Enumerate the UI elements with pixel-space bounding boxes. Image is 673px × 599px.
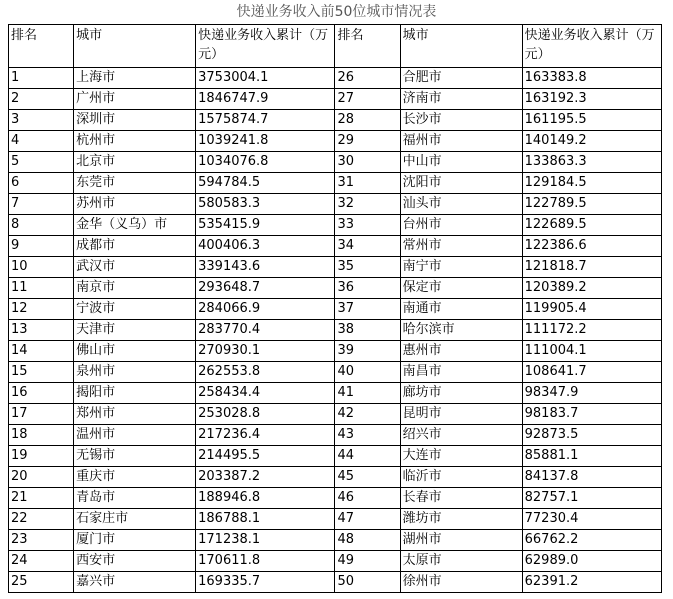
cell-value: 140149.2 bbox=[522, 131, 661, 152]
cell-value: 122386.6 bbox=[522, 236, 661, 257]
table-row bbox=[9, 362, 662, 383]
cell-value: 1846747.9 bbox=[196, 89, 335, 110]
cell-city: 湖州市 bbox=[400, 530, 522, 551]
cell-value: 111004.1 bbox=[522, 341, 661, 362]
cell-rank: 44 bbox=[335, 446, 400, 467]
cell-city: 长春市 bbox=[400, 488, 522, 509]
cell-rank: 13 bbox=[9, 320, 74, 341]
cell-value: 62989.0 bbox=[522, 551, 661, 572]
cell-value: 1034076.8 bbox=[196, 152, 335, 173]
cell-city: 广州市 bbox=[74, 89, 196, 110]
cell-value: 217236.4 bbox=[196, 425, 335, 446]
cell-value: 82757.1 bbox=[522, 488, 661, 509]
cell-rank: 16 bbox=[9, 383, 74, 404]
header-row bbox=[9, 25, 662, 68]
cell-rank: 3 bbox=[9, 110, 74, 131]
cell-value: 163383.8 bbox=[522, 68, 661, 89]
cell-city: 重庆市 bbox=[74, 467, 196, 488]
table-row bbox=[9, 509, 662, 530]
cell-value: 270930.1 bbox=[196, 341, 335, 362]
cell-value: 400406.3 bbox=[196, 236, 335, 257]
table-row bbox=[9, 215, 662, 236]
cell-city: 武汉市 bbox=[74, 257, 196, 278]
cell-rank: 43 bbox=[335, 425, 400, 446]
cell-city: 揭阳市 bbox=[74, 383, 196, 404]
header-rank: 排名 bbox=[335, 25, 400, 68]
cell-city: 绍兴市 bbox=[400, 425, 522, 446]
cell-value: 85881.1 bbox=[522, 446, 661, 467]
cell-value: 214495.5 bbox=[196, 446, 335, 467]
cell-city: 嘉兴市 bbox=[74, 572, 196, 593]
cell-value: 169335.7 bbox=[196, 572, 335, 593]
cell-city: 南昌市 bbox=[400, 362, 522, 383]
cell-city: 北京市 bbox=[74, 152, 196, 173]
cell-city: 金华（义乌）市 bbox=[74, 215, 196, 236]
cell-value: 163192.3 bbox=[522, 89, 661, 110]
header-rank: 排名 bbox=[9, 25, 74, 68]
cell-city: 杭州市 bbox=[74, 131, 196, 152]
cell-city: 长沙市 bbox=[400, 110, 522, 131]
cell-rank: 48 bbox=[335, 530, 400, 551]
cell-city: 保定市 bbox=[400, 278, 522, 299]
cell-value: 122689.5 bbox=[522, 215, 661, 236]
cell-city: 苏州市 bbox=[74, 194, 196, 215]
cell-rank: 40 bbox=[335, 362, 400, 383]
cell-rank: 1 bbox=[9, 68, 74, 89]
cell-city: 大连市 bbox=[400, 446, 522, 467]
cell-rank: 2 bbox=[9, 89, 74, 110]
table-row bbox=[9, 110, 662, 131]
cell-city: 沈阳市 bbox=[400, 173, 522, 194]
table-row bbox=[9, 404, 662, 425]
cell-value: 170611.8 bbox=[196, 551, 335, 572]
cell-city: 汕头市 bbox=[400, 194, 522, 215]
cell-rank: 9 bbox=[9, 236, 74, 257]
cell-rank: 32 bbox=[335, 194, 400, 215]
cell-value: 203387.2 bbox=[196, 467, 335, 488]
cell-value: 1039241.8 bbox=[196, 131, 335, 152]
table-row bbox=[9, 89, 662, 110]
cell-rank: 23 bbox=[9, 530, 74, 551]
cell-value: 171238.1 bbox=[196, 530, 335, 551]
cell-city: 深圳市 bbox=[74, 110, 196, 131]
cell-rank: 28 bbox=[335, 110, 400, 131]
cell-city: 哈尔滨市 bbox=[400, 320, 522, 341]
cell-rank: 50 bbox=[335, 572, 400, 593]
table-row bbox=[9, 320, 662, 341]
cell-city: 昆明市 bbox=[400, 404, 522, 425]
cell-value: 129184.5 bbox=[522, 173, 661, 194]
cell-rank: 29 bbox=[335, 131, 400, 152]
cell-value: 253028.8 bbox=[196, 404, 335, 425]
cell-city: 济南市 bbox=[400, 89, 522, 110]
cell-rank: 19 bbox=[9, 446, 74, 467]
cell-city: 佛山市 bbox=[74, 341, 196, 362]
table-row bbox=[9, 446, 662, 467]
cell-rank: 41 bbox=[335, 383, 400, 404]
cell-city: 廊坊市 bbox=[400, 383, 522, 404]
cell-rank: 30 bbox=[335, 152, 400, 173]
cell-city: 上海市 bbox=[74, 68, 196, 89]
cell-city: 宁波市 bbox=[74, 299, 196, 320]
cell-city: 无锡市 bbox=[74, 446, 196, 467]
cell-rank: 27 bbox=[335, 89, 400, 110]
cell-value: 98347.9 bbox=[522, 383, 661, 404]
cell-value: 594784.5 bbox=[196, 173, 335, 194]
cell-value: 121818.7 bbox=[522, 257, 661, 278]
city-revenue-table bbox=[8, 24, 662, 593]
cell-rank: 35 bbox=[335, 257, 400, 278]
cell-rank: 25 bbox=[9, 572, 74, 593]
header-value: 快递业务收入累计（万元） bbox=[522, 25, 661, 68]
cell-city: 潍坊市 bbox=[400, 509, 522, 530]
table-row bbox=[9, 236, 662, 257]
cell-city: 中山市 bbox=[400, 152, 522, 173]
cell-city: 太原市 bbox=[400, 551, 522, 572]
table-row bbox=[9, 257, 662, 278]
cell-rank: 45 bbox=[335, 467, 400, 488]
cell-rank: 7 bbox=[9, 194, 74, 215]
cell-rank: 22 bbox=[9, 509, 74, 530]
cell-rank: 46 bbox=[335, 488, 400, 509]
cell-city: 石家庄市 bbox=[74, 509, 196, 530]
cell-value: 62391.2 bbox=[522, 572, 661, 593]
cell-city: 成都市 bbox=[74, 236, 196, 257]
cell-city: 东莞市 bbox=[74, 173, 196, 194]
cell-city: 惠州市 bbox=[400, 341, 522, 362]
cell-rank: 21 bbox=[9, 488, 74, 509]
cell-rank: 24 bbox=[9, 551, 74, 572]
cell-rank: 33 bbox=[335, 215, 400, 236]
cell-city: 徐州市 bbox=[400, 572, 522, 593]
cell-rank: 20 bbox=[9, 467, 74, 488]
cell-rank: 14 bbox=[9, 341, 74, 362]
cell-rank: 8 bbox=[9, 215, 74, 236]
cell-value: 98183.7 bbox=[522, 404, 661, 425]
cell-city: 临沂市 bbox=[400, 467, 522, 488]
cell-value: 161195.5 bbox=[522, 110, 661, 131]
cell-value: 77230.4 bbox=[522, 509, 661, 530]
cell-value: 186788.1 bbox=[196, 509, 335, 530]
cell-value: 133863.3 bbox=[522, 152, 661, 173]
cell-city: 合肥市 bbox=[400, 68, 522, 89]
cell-rank: 10 bbox=[9, 257, 74, 278]
cell-city: 台州市 bbox=[400, 215, 522, 236]
cell-value: 108641.7 bbox=[522, 362, 661, 383]
table-row bbox=[9, 152, 662, 173]
cell-city: 福州市 bbox=[400, 131, 522, 152]
cell-value: 120389.2 bbox=[522, 278, 661, 299]
table-row bbox=[9, 551, 662, 572]
cell-rank: 26 bbox=[335, 68, 400, 89]
cell-rank: 47 bbox=[335, 509, 400, 530]
table-row bbox=[9, 278, 662, 299]
cell-city: 天津市 bbox=[74, 320, 196, 341]
cell-city: 温州市 bbox=[74, 425, 196, 446]
cell-city: 南宁市 bbox=[400, 257, 522, 278]
cell-value: 111172.2 bbox=[522, 320, 661, 341]
cell-value: 284066.9 bbox=[196, 299, 335, 320]
table-row bbox=[9, 572, 662, 593]
cell-city: 南京市 bbox=[74, 278, 196, 299]
cell-rank: 39 bbox=[335, 341, 400, 362]
header-city: 城市 bbox=[400, 25, 522, 68]
cell-value: 3753004.1 bbox=[196, 68, 335, 89]
cell-value: 580583.3 bbox=[196, 194, 335, 215]
table-row bbox=[9, 425, 662, 446]
cell-value: 293648.7 bbox=[196, 278, 335, 299]
cell-rank: 11 bbox=[9, 278, 74, 299]
cell-value: 119905.4 bbox=[522, 299, 661, 320]
cell-rank: 31 bbox=[335, 173, 400, 194]
table-row bbox=[9, 530, 662, 551]
cell-rank: 37 bbox=[335, 299, 400, 320]
table-row bbox=[9, 194, 662, 215]
cell-value: 122789.5 bbox=[522, 194, 661, 215]
cell-value: 92873.5 bbox=[522, 425, 661, 446]
cell-value: 66762.2 bbox=[522, 530, 661, 551]
cell-city: 郑州市 bbox=[74, 404, 196, 425]
cell-value: 283770.4 bbox=[196, 320, 335, 341]
cell-rank: 15 bbox=[9, 362, 74, 383]
cell-rank: 38 bbox=[335, 320, 400, 341]
cell-value: 262553.8 bbox=[196, 362, 335, 383]
header-value: 快递业务收入累计（万元） bbox=[196, 25, 335, 68]
cell-rank: 17 bbox=[9, 404, 74, 425]
cell-rank: 12 bbox=[9, 299, 74, 320]
header-city: 城市 bbox=[74, 25, 196, 68]
table-row bbox=[9, 131, 662, 152]
cell-city: 泉州市 bbox=[74, 362, 196, 383]
cell-city: 西安市 bbox=[74, 551, 196, 572]
cell-value: 1575874.7 bbox=[196, 110, 335, 131]
table-row bbox=[9, 488, 662, 509]
table-row bbox=[9, 383, 662, 404]
cell-rank: 18 bbox=[9, 425, 74, 446]
cell-rank: 5 bbox=[9, 152, 74, 173]
cell-rank: 42 bbox=[335, 404, 400, 425]
cell-rank: 34 bbox=[335, 236, 400, 257]
cell-value: 258434.4 bbox=[196, 383, 335, 404]
table-title: 快递业务收入前50位城市情况表 bbox=[236, 4, 437, 20]
cell-value: 535415.9 bbox=[196, 215, 335, 236]
table-row bbox=[9, 467, 662, 488]
table-row bbox=[9, 299, 662, 320]
cell-rank: 4 bbox=[9, 131, 74, 152]
cell-value: 188946.8 bbox=[196, 488, 335, 509]
table-row bbox=[9, 341, 662, 362]
cell-rank: 49 bbox=[335, 551, 400, 572]
cell-rank: 6 bbox=[9, 173, 74, 194]
cell-city: 青岛市 bbox=[74, 488, 196, 509]
cell-city: 常州市 bbox=[400, 236, 522, 257]
table-row bbox=[9, 173, 662, 194]
cell-city: 南通市 bbox=[400, 299, 522, 320]
table-row bbox=[9, 68, 662, 89]
cell-rank: 36 bbox=[335, 278, 400, 299]
cell-city: 厦门市 bbox=[74, 530, 196, 551]
cell-value: 339143.6 bbox=[196, 257, 335, 278]
cell-value: 84137.8 bbox=[522, 467, 661, 488]
